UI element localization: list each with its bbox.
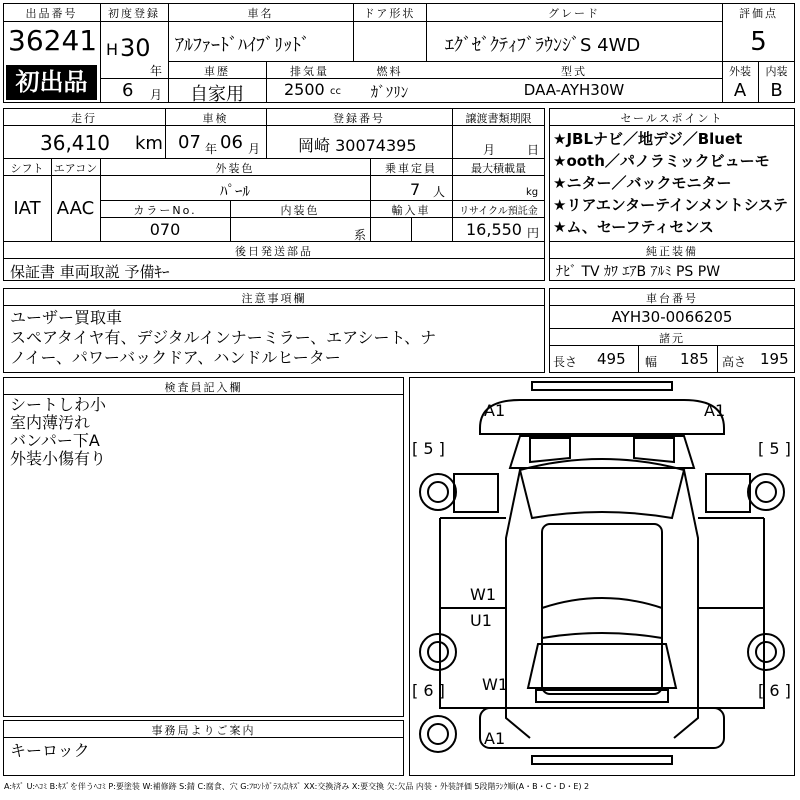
- shift-label: シフト: [10, 162, 44, 175]
- rear-window: [542, 598, 662, 638]
- height-label: 高さ: [722, 355, 747, 369]
- first-reg-year: 30: [120, 34, 151, 62]
- car-name-value: ｱﾙﾌｧｰﾄﾞﾊｲﾌﾞﾘｯﾄﾞ: [175, 35, 310, 56]
- model-label: 型式: [561, 65, 587, 78]
- recycle-label: リサイクル預託金: [459, 206, 538, 217]
- transfer-label: 譲渡書類期限: [465, 112, 532, 125]
- lot-number: 36241: [8, 24, 98, 57]
- office-value: キーロック: [10, 741, 90, 760]
- inspector-list: [10, 396, 106, 468]
- car-name-label: 車名: [247, 7, 274, 20]
- mileage-unit: km: [135, 133, 163, 154]
- grade-value: ｴｸﾞｾﾞｸﾃｨﾌﾞﾗｳﾝｼﾞS 4WD: [445, 35, 641, 56]
- damage-diagram: [409, 377, 795, 776]
- displacement-unit: cc: [330, 86, 341, 97]
- mark-left-door-u: U1: [470, 611, 492, 630]
- later-parts-value: 保証書 車両取説 予備ｷｰ: [10, 263, 170, 281]
- front-bumper: [480, 400, 724, 434]
- note-line: スペアタイヤ有、デジタルインナーミラー、エアシート、ナ: [10, 328, 437, 347]
- import-label: 輸入車: [391, 204, 431, 217]
- capacity-value: 7: [410, 180, 421, 199]
- rating-value: 5: [750, 27, 767, 57]
- inspector-line: バンパー下A: [10, 431, 100, 450]
- max-load-unit: kg: [526, 187, 539, 198]
- inspector-line: 外装小傷有り: [10, 449, 107, 468]
- sales-point-line: ★ニター／バックモニター: [553, 174, 732, 192]
- spare-wheel: [420, 716, 456, 752]
- mileage-value: 36,410: [40, 131, 110, 155]
- office-label: 事務局よりご案内: [151, 724, 256, 737]
- length-label: 長さ: [553, 355, 578, 369]
- chassis-label: 車台番号: [646, 292, 698, 305]
- ext-color-value: ﾊﾟｰﾙ: [219, 182, 250, 200]
- aircon-value: AAC: [56, 198, 95, 219]
- mark-left-rear-w: W1: [482, 675, 508, 694]
- exterior-grade: A: [733, 80, 747, 101]
- mark-left-rear-tire: [ 6 ]: [412, 681, 445, 700]
- inspector-line: 室内薄汚れ: [10, 413, 91, 432]
- first-reg-year-unit: 年: [150, 64, 163, 78]
- first-listing-badge: [6, 65, 97, 100]
- badge-text: 初出品: [15, 68, 88, 96]
- fuel-value: ｶﾞｿﾘﾝ: [370, 83, 409, 101]
- int-color-unit: 系: [354, 228, 367, 242]
- rear-bumper-strip: [532, 756, 672, 764]
- mileage-label: 走行: [71, 112, 97, 125]
- history-value: 自家用: [190, 84, 244, 105]
- mark-front-left: A1: [484, 401, 506, 420]
- inspection-label: 車検: [202, 112, 229, 125]
- mark-left-front-tire: [ 5 ]: [412, 439, 445, 458]
- capacity-label: 乗車定員: [385, 162, 437, 175]
- later-parts-label: 後日発送部品: [235, 245, 313, 258]
- displacement-label: 排気量: [290, 65, 329, 78]
- mark-right-front-tire: [ 5 ]: [758, 439, 791, 458]
- displacement-value: 2500: [284, 80, 325, 99]
- sales-point-line: ★リアエンターテインメントシステ: [553, 196, 788, 214]
- transfer-day-unit: 日: [527, 143, 540, 157]
- sales-point-line: ★ム、セーフティセンス: [553, 218, 714, 236]
- first-reg-month-unit: 月: [150, 88, 163, 102]
- sales-points-label: セールスポイント: [620, 112, 724, 125]
- shift-value: IAT: [13, 198, 41, 219]
- notes-list: [10, 308, 436, 368]
- rating-label: 評価点: [739, 7, 778, 20]
- width-value: 185: [680, 350, 709, 368]
- max-load-label: 最大積載量: [471, 162, 526, 175]
- inspection-month: 06: [220, 132, 243, 153]
- notes-label: 注意事項欄: [241, 292, 307, 305]
- first-reg-era: H: [106, 40, 119, 59]
- mark-front-right: A1: [704, 401, 726, 420]
- genuine-value: ﾅﾋﾞ TV ｶﾜ ｴｱB ｱﾙﾐ PS PW: [556, 264, 721, 280]
- damage-marks: [412, 401, 791, 748]
- int-color-label: 内装色: [280, 204, 320, 217]
- grade-label: グレード: [548, 7, 600, 20]
- dims-label: 諸元: [659, 332, 685, 345]
- reg-number-label: 登録番号: [333, 112, 385, 125]
- inspection-year-unit: 年: [205, 142, 218, 156]
- rear-bumper: [536, 690, 668, 702]
- inspection-year: 07: [178, 132, 201, 153]
- height-value: 195: [760, 350, 789, 368]
- aircon-label: エアコン: [53, 162, 98, 175]
- right-side-panel: [698, 518, 764, 708]
- reg-number-value: 岡崎 30074395: [298, 136, 417, 155]
- sales-point-line: ★JBLナビ／地デジ／Bluet: [553, 130, 743, 148]
- note-line: ユーザー買取車: [10, 308, 123, 327]
- front-left-wheel: [420, 474, 456, 510]
- recycle-value: 16,550: [466, 220, 522, 239]
- interior-label: 内装: [765, 65, 788, 78]
- note-line: ノイー、パワーバックドア、ハンドルヒーター: [10, 348, 341, 367]
- mark-left-door-w: W1: [470, 585, 496, 604]
- width-label: 幅: [645, 355, 658, 369]
- history-label: 車歴: [204, 65, 230, 78]
- front-bumper-strip: [532, 382, 672, 390]
- hood: [510, 436, 694, 468]
- model-value: DAA-AYH30W: [523, 81, 625, 99]
- exterior-label: 外装: [729, 65, 751, 78]
- capacity-unit: 人: [433, 185, 446, 199]
- sales-point-line: ★ooth／パノラミックビューモ: [553, 152, 770, 170]
- rear-right-wheel: [748, 634, 784, 670]
- inspector-line: シートしわ小: [10, 395, 107, 414]
- mark-rear-bumper: A1: [484, 729, 506, 748]
- left-mirror: [454, 474, 498, 512]
- rear-left-wheel: [420, 634, 456, 670]
- transfer-month-unit: 月: [483, 143, 496, 157]
- legend-text: A:ｷｽﾞ U:ﾍｺﾐ B:ｷｽﾞを伴うﾍｺﾐ P:要塗装 W:補修跡 S:錆 C:腐食、穴 G:ﾌﾛﾝﾄｶﾞﾗｽ点ｷｽﾞ XX:交換済み X:要交換 欠:欠品 内装・外装評価 5段階ﾗﾝｸ順(A・B・C・D・E) 2: [4, 782, 590, 791]
- interior-grade: B: [770, 80, 783, 101]
- ext-color-label: 外装色: [215, 162, 255, 175]
- length-value: 495: [597, 350, 626, 368]
- inspection-month-unit: 月: [248, 142, 261, 156]
- genuine-label: 純正装備: [646, 245, 698, 258]
- fuel-label: 燃料: [376, 65, 403, 78]
- first-reg-label: 初度登録: [108, 7, 160, 20]
- chassis-value: AYH30-0066205: [611, 308, 733, 326]
- tailgate: [528, 644, 676, 688]
- lot-label: 出品番号: [25, 7, 78, 20]
- color-no-value: 070: [149, 220, 181, 239]
- first-reg-month: 6: [122, 80, 134, 101]
- car-diagram-svg: [410, 378, 794, 775]
- recycle-unit: 円: [527, 226, 540, 240]
- inspector-label: 検査員記入欄: [164, 381, 243, 394]
- sales-points-list: [553, 128, 793, 238]
- front-right-wheel: [748, 474, 784, 510]
- roof: [542, 524, 662, 694]
- color-no-label: カラーNo.: [133, 204, 197, 217]
- right-mirror: [706, 474, 750, 512]
- door-label: ドア形状: [363, 7, 416, 20]
- mark-right-rear-tire: [ 6 ]: [758, 681, 791, 700]
